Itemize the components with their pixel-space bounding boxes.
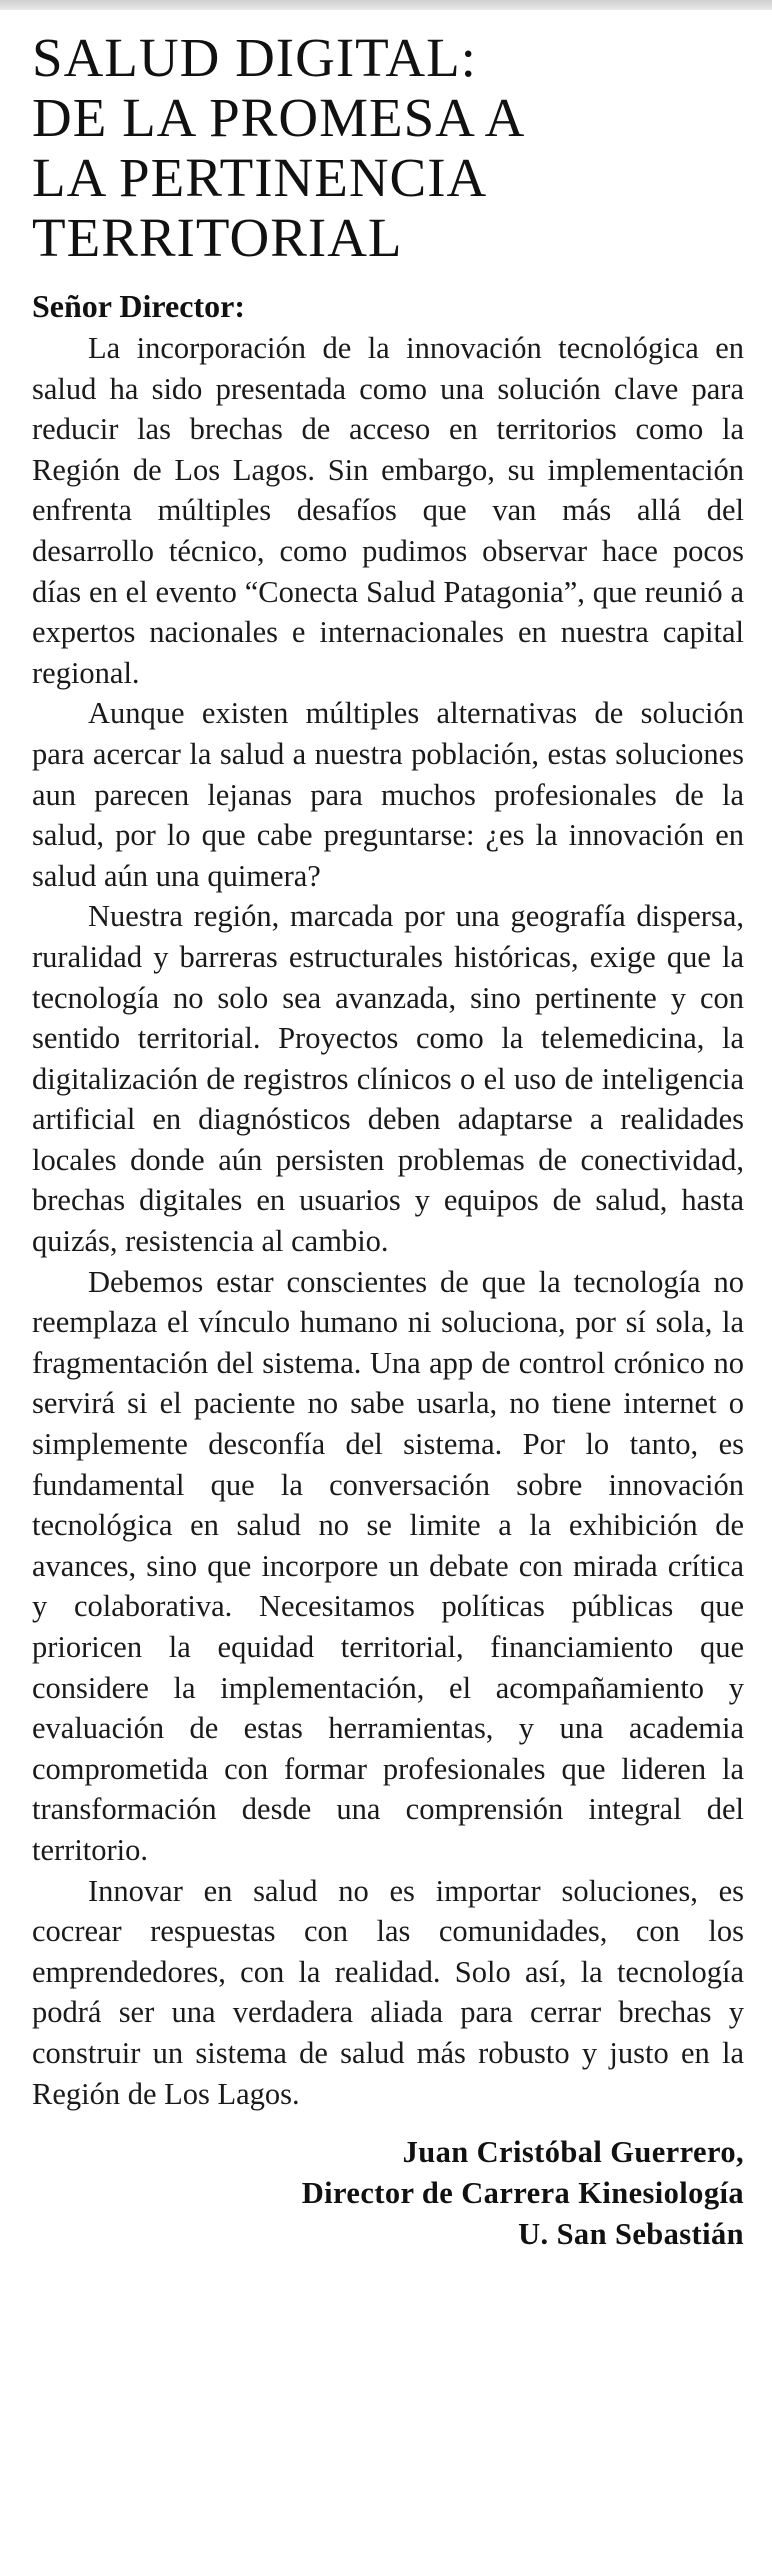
headline-line: SALUD DIGITAL: bbox=[32, 27, 477, 88]
body-paragraph: Aunque existen múltiples alternativas de solución para acercar la salud a nuestra población, estas soluciones aun parecen lejanas para muchos profesionales de la salud, por lo que cabe preguntarse: ¿es la innovación en salud aún una quimera? bbox=[32, 696, 744, 893]
body-paragraph: Innovar en salud no es importar soluciones, es cocrear respuestas con las comunidades, con los emprendedores, con la realidad. Solo así, la tecnología podrá ser una verdadera aliada para cerrar brechas y construir un sistema de salud más robusto y justo en la Región de Los Lagos. bbox=[32, 1873, 744, 2111]
headline bbox=[32, 28, 744, 268]
body-paragraph: Nuestra región, marcada por una geografía dispersa, ruralidad y barreras estructurales históricas, exige que la tecnología no solo sea avanzada, sino pertinente y con sentido territorial. Proyectos como la telemedicina, la digitalización de registros clínicos o el uso de inteligencia artificial en diagnósticos deben adaptarse a realidades locales donde aún persisten problemas de conectividad, brechas digitales en usuarios y equipos de salud, hasta quizás, resistencia al cambio. bbox=[32, 899, 744, 1259]
headline-line: TERRITORIAL bbox=[32, 207, 403, 268]
signature-role: Director de Carrera Kinesiología bbox=[301, 2176, 744, 2211]
signature-block bbox=[32, 2132, 744, 2255]
top-rule bbox=[0, 0, 772, 10]
headline-line: DE LA PROMESA A bbox=[32, 87, 526, 148]
headline-line: LA PERTINENCIA bbox=[32, 147, 488, 208]
signature-name: Juan Cristóbal Guerrero, bbox=[402, 2135, 744, 2170]
signature-institution: U. San Sebastián bbox=[518, 2217, 744, 2252]
letter-article bbox=[32, 28, 744, 2255]
body-paragraph: Debemos estar conscientes de que la tecnología no reemplaza el vínculo humano ni soluciona, por sí sola, la fragmentación del sistema. Una app de control crónico no servirá si el paciente no sabe usarla, no tiene internet o simplemente desconfía del sistema. Por lo tanto, es fundamental que la conversación sobre innovación tecnológica en salud no se limite a la exhibición de avances, sino que incorpore un debate con mirada crítica y colaborativa. Necesitamos políticas públicas que prioricen la equidad territorial, financiamiento que considere la implementación, el acompañamiento y evaluación de estas herramientas, y una academia comprometida con formar profesionales que lideren la transformación desde una comprensión integral del territorio. bbox=[32, 1264, 744, 1867]
body-paragraph: La incorporación de la innovación tecnológica en salud ha sido presentada como una solución clave para reducir las brechas de acceso en territorios como la Región de Los Lagos. Sin embargo, su implementación enfrenta múltiples desafíos que van más allá del desarrollo técnico, como pudimos observar hace pocos días en el evento “Conecta Salud Patagonia”, que reunió a expertos nacionales e internacionales en nuestra capital regional. bbox=[32, 331, 744, 690]
salutation: Señor Director: bbox=[32, 288, 245, 324]
